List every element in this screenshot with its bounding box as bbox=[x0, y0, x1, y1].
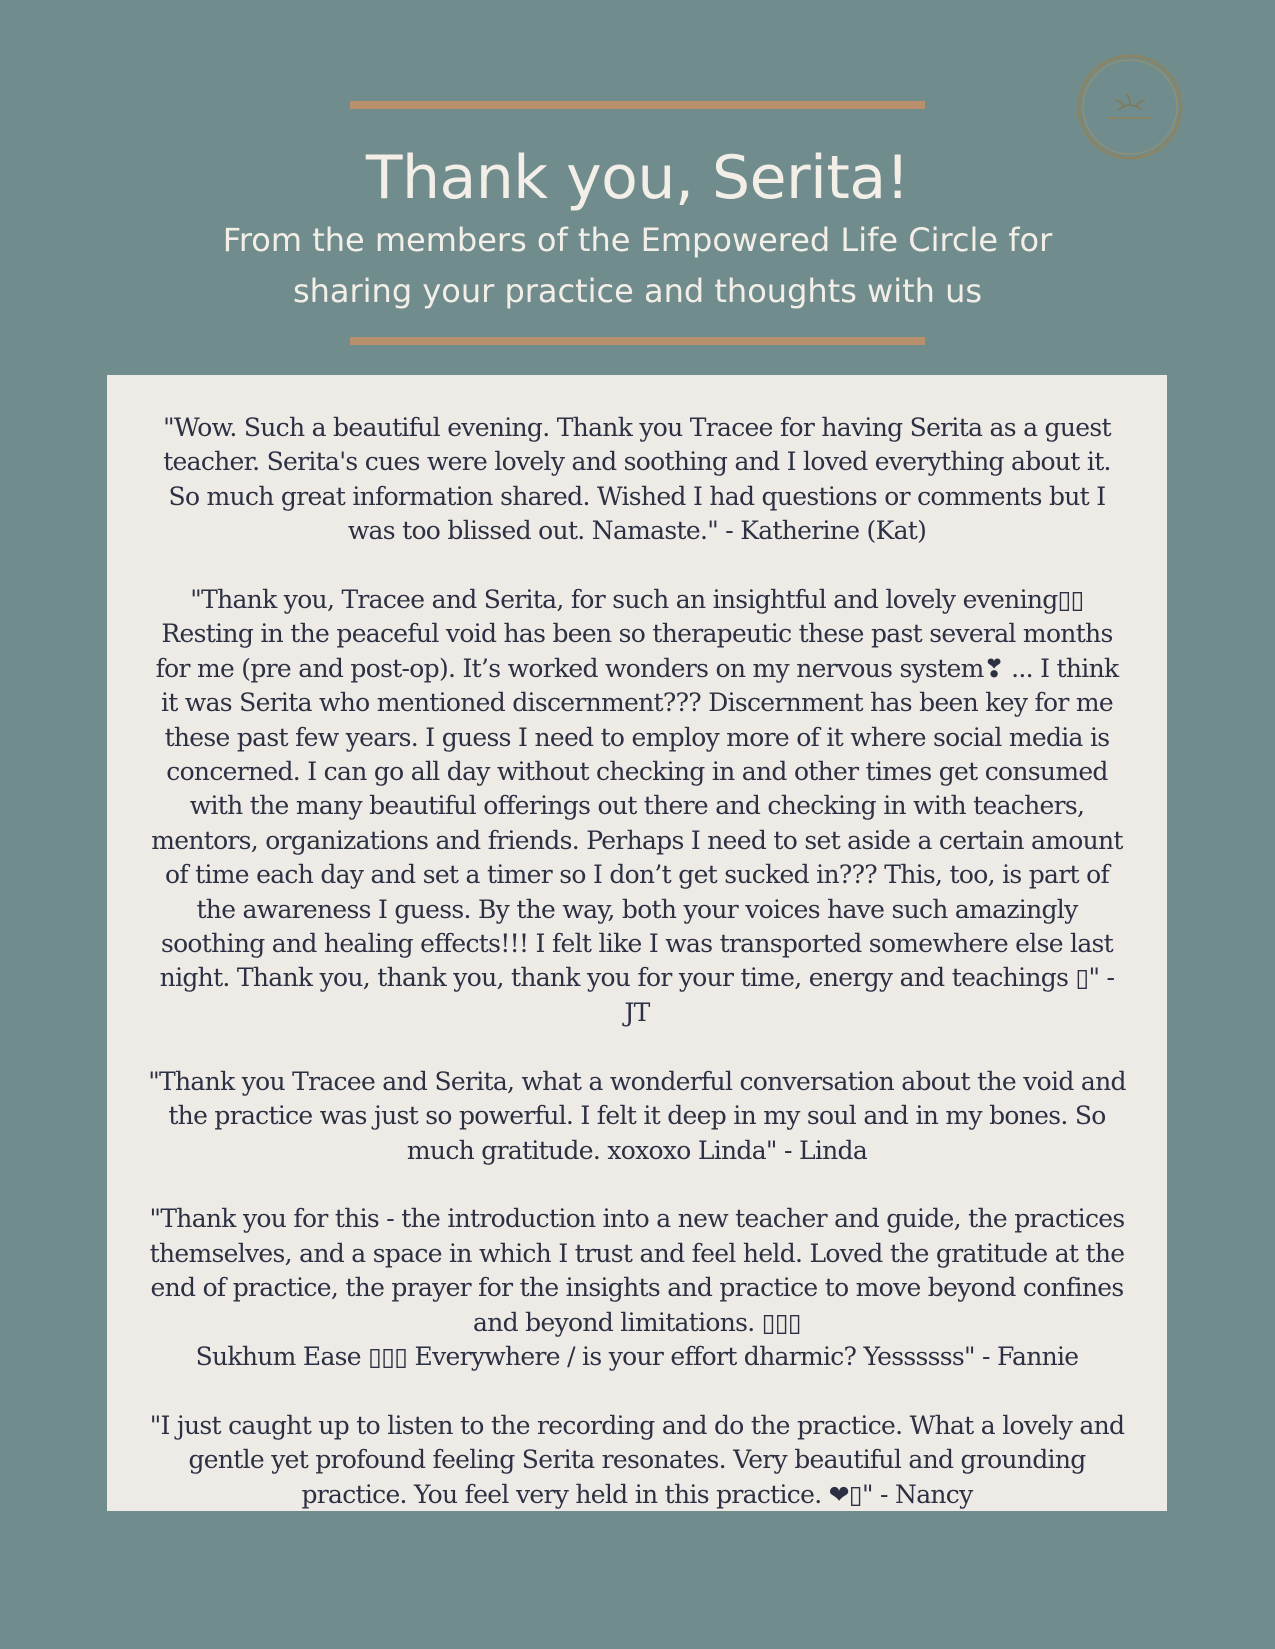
testimonials-panel bbox=[107, 375, 1167, 1511]
testimonial-text: "I just caught up to listen to the recording and do the practice. What a lovely and gentle yet profound feeling Serita resonates. Very beautiful and grounding practice. You feel very held in this practice. ❤▯" - Nancy bbox=[149, 1410, 1125, 1509]
testimonial-text-line-2: Sukhum Ease ▯▯▯ Everywhere / is your effort dharmic? Yessssss" - Fannie bbox=[195, 1341, 1079, 1371]
testimonial-nancy bbox=[147, 1409, 1127, 1512]
leaf-sprig-icon bbox=[1115, 94, 1145, 110]
testimonial-text: "Wow. Such a beautiful evening. Thank you Tracee for having Serita as a guest teacher. Serita's cues were lovely and soothing and I loved everything about it. So much great information shared. Wished I had questions or comments but I was too blissed out. Namaste." - Katherine (Kat) bbox=[163, 413, 1111, 546]
bottom-accent-rule bbox=[350, 337, 925, 345]
testimonial-fannie bbox=[147, 1202, 1127, 1374]
testimonial-linda bbox=[147, 1065, 1127, 1168]
page-title: Thank you, Serita! bbox=[365, 143, 910, 213]
testimonial-jt bbox=[147, 583, 1127, 1030]
testimonial-katherine bbox=[147, 411, 1127, 549]
testimonial-text: "Thank you for this - the introduction into a new teacher and guide, the practices themselves, and a space in which I trust and feel held. Loved the gratitude at the end of practice, the prayer for the insights and practice to move beyond confines and beyond limitations. ▯▯▯ bbox=[149, 1204, 1125, 1337]
top-accent-rule bbox=[350, 101, 925, 109]
testimonial-list bbox=[147, 411, 1127, 1546]
testimonial-text: "Thank you, Tracee and Serita, for such an insightful and lovely evening▯▯ Resting in the peaceful void has been so therapeutic these past several months for me (pre and post-op). It’s worked wonders on my nervous system❣ ... I think it was Serita who mentioned discernment??? Discernment has been key for me these past few years. I guess I need to employ more of it where social media is concerned. I can go all day without checking in and other times get consumed with the many beautiful offerings out there and checking in with teachers, mentors, organizations and friends. Perhaps I need to set aside a certain amount of time each day and set a timer so I don’t get sucked in??? This, too, is part of the awareness I guess. By the way, both your voices have such amazingly soothing and healing effects!!! I felt like I was transported somewhere else last night. Thank you, thank you, thank you for your time, energy and teachings ▯" - JT bbox=[151, 585, 1123, 1027]
testimonial-text: "Thank you Tracee and Serita, what a wonderful conversation about the void and the practice was just so powerful. I felt it deep in my soul and in my bones. So much gratitude. xoxoxo Linda" - Linda bbox=[148, 1066, 1126, 1165]
page-subtitle: From the members of the Empowered Life Circle for sharing your practice and thoughts with us bbox=[222, 221, 1053, 310]
